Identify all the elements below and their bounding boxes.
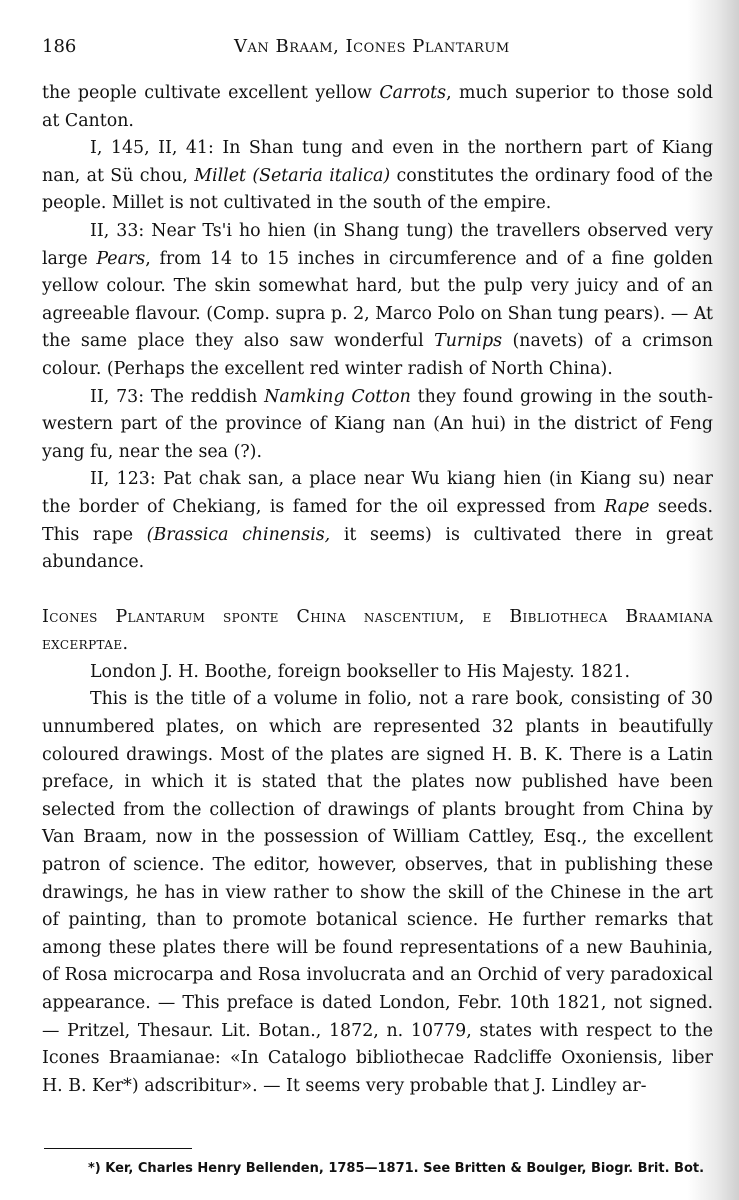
paragraph-pears: II, 33: Near Ts'i ho hien (in Shang tung) the travellers observed very large Pears, from 14 to 15 inches in circumference and of a fine golden yellow colour. The skin somewhat hard, but the pulp very juicy and of an agreeable flavour. (Comp. supra p. 2, Marco Polo on Shan tung pears). — At the same place they also saw wonderful Turnips (navets) of a crimson colour. (Perhaps the excellent red winter radish of North China). [42, 220, 713, 379]
paragraph-carrots: the people cultivate excellent yellow Carrots, much superior to those sold at Canton. [42, 83, 713, 131]
italic-cotton: Namking Cotton [264, 386, 411, 407]
italic-brassica: (Brassica chinensis, [146, 524, 331, 545]
footnote: *) Ker, Charles Henry Bellenden, 1785—1871. See Britten & Boulger, Biogr. Brit. Bot. [88, 1161, 705, 1176]
italic-turnips: Turnips [434, 331, 503, 352]
body-text [42, 80, 713, 1100]
page-header [42, 36, 713, 64]
paragraph-millet: I, 145, II, 41: In Shan tung and even in the northern part of Kiang nan, at Sü chou, Millet (Setaria italica) constitutes the ordinary food of the people. Millet is not cultivated in the south of the empire. [42, 138, 713, 214]
italic-pears: Pears [96, 248, 146, 269]
section-title: Icones Plantarum sponte China nascentium, e Bibliotheca Braamiana excerptae. [42, 606, 713, 655]
page-number: 186 [42, 36, 77, 57]
running-head: Van Braam, Icones Plantarum [234, 36, 510, 57]
italic-rape: Rape [604, 496, 650, 517]
paragraph-description: This is the title of a volume in folio, not a rare book, consisting of 30 unnumbered plates, on which are represented 32 plants in beautifully coloured drawings. Most of the plates are signed H. B. K. There is a Latin preface, in which it is stated that the plates now published have been selected from the collection of drawings of plants brought from China by Van Braam, now in the possession of William Cattley, Esq., the excellent patron of science. The editor, however, observes, that in publishing these drawings, he has in view rather to show the skill of the Chinese in the art of painting, than to promote botanical science. He further remarks that among these plates there will be found representations of a new Bauhinia, of Rosa microcarpa and Rosa involucrata and an Orchid of very paradoxical appearance. — This preface is dated London, Febr. 10th 1821, not signed.— Pritzel, Thesaur. Lit. Botan., 1872, n. 10779, states with respect to the Icones Braamianae: «In Catalogo bibliothecae Radcliffe Oxoniensis, liber H. B. Ker*) adscribitur». — It seems very probable that J. Lindley ar- [42, 689, 713, 1096]
paragraph-cotton: II, 73: The reddish Namking Cotton they found growing in the south-western part of the province of Kiang nan (An hui) in the district of Feng yang fu, near the sea (?). [42, 386, 713, 462]
footnote-divider [44, 1148, 192, 1149]
paragraph-imprint: London J. H. Boothe, foreign bookseller to His Majesty. 1821. [90, 661, 631, 682]
paragraph-rape: II, 123: Pat chak san, a place near Wu kiang hien (in Kiang su) near the border of Chekiang, is famed for the oil expressed from Rape seeds. This rape (Brassica chinensis, it seems) is cultivated there in great abundance. [42, 469, 714, 573]
italic-carrots: Carrots [379, 83, 447, 103]
italic-millet: Millet (Setaria italica) [194, 165, 391, 186]
